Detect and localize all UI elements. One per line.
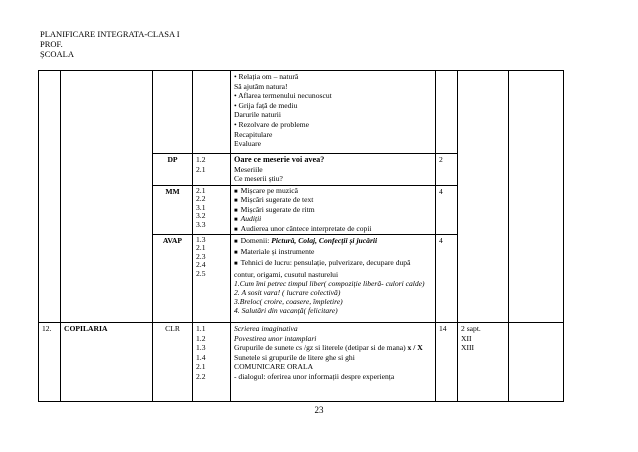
competence-code: 1.2: [196, 155, 206, 164]
artwork-item: 2. A sosit vara! ( lucrare colectivă): [234, 288, 341, 298]
square-bullet-icon: ■: [234, 189, 238, 195]
content-line: ■ Mișcare pe muzică: [234, 186, 298, 195]
content-line: - dialogul: oferirea unor informații despre experiența: [234, 372, 395, 381]
content-line: COMUNICARE ORALA: [234, 362, 314, 372]
hours-cell: 4: [436, 235, 458, 323]
square-bullet-icon: ■: [234, 198, 238, 205]
competence-code: 3.3: [196, 219, 206, 229]
table-row: [39, 323, 564, 402]
competence-code: 2.4: [196, 260, 206, 270]
content-line: Sunetele si grupurile de litere ghe si ghi: [234, 352, 355, 362]
planning-table: [38, 70, 564, 402]
artwork-item: 1.Cum îmi petrec timpul liber( compoziție liberă- culori calde): [234, 278, 425, 288]
subject-cell: AVAP: [153, 235, 193, 323]
document-header-title: PLANIFICARE INTEGRATA-CLASA I: [40, 29, 180, 39]
weeks-cell: [458, 71, 509, 323]
observations-cell: [509, 71, 564, 323]
content-line: Recapitulare: [234, 129, 273, 139]
page-number: 23: [314, 405, 324, 415]
lesson-title: Oare ce meserie voi avea?: [234, 155, 325, 164]
competence-code: 2.2: [196, 372, 206, 381]
competence-code: 1.4: [196, 352, 206, 362]
square-bullet-icon: ■: [234, 217, 238, 224]
competence-code: 2.5: [196, 268, 206, 278]
competences-cell: [193, 186, 231, 235]
subject-cell: [153, 71, 193, 154]
document-header-school: ȘCOALA: [40, 49, 75, 59]
content-line: ■ Materiale și instrumente: [234, 247, 315, 257]
content-line: • Rezolvare de probleme: [234, 119, 309, 129]
unit-cell: COPILARIA: [61, 323, 153, 402]
content-line: ■ Domenii: Pictură, Colaj, Confecții și jucării: [234, 236, 378, 246]
competence-code: 1.3: [196, 343, 206, 353]
content-line: ■ Tehnici de lucru: pensulație, pulverizare, decupare după contur, origami, cusutul nasturelui: [234, 258, 411, 279]
artwork-item: 3.Breloc( croire, coasere, împletire): [234, 297, 343, 307]
document-header-prof: PROF.: [40, 39, 63, 49]
week-number: XIII: [461, 343, 475, 353]
competences-cell: [193, 323, 231, 402]
content-cell: [231, 186, 436, 235]
content-cell: [231, 235, 436, 323]
competence-code: 2.3: [196, 251, 206, 261]
content-line: Meseriile: [234, 164, 263, 174]
square-bullet-icon: ■: [234, 239, 238, 246]
subject-cell: DP: [153, 154, 193, 186]
unit-cell: [61, 71, 153, 323]
content-line: ■ Mișcări sugerate de text: [234, 195, 314, 205]
content-line: • Aflarea termenului necunoscut: [234, 91, 332, 101]
competence-code: 1.3: [196, 235, 206, 245]
competence-code: 1.1: [196, 324, 206, 334]
content-line: Evaluare: [234, 139, 261, 149]
competences-cell: [193, 154, 231, 186]
subject-cell: CLR: [153, 323, 193, 402]
content-line: Ce meserii știu?: [234, 174, 283, 184]
observations-cell: [509, 323, 564, 402]
square-bullet-icon: ■: [234, 261, 238, 268]
weeks-count: 2 sapt.: [461, 324, 481, 334]
competence-code: 2.1: [196, 186, 206, 195]
content-cell: [231, 154, 436, 186]
row-number-cell: 12.: [39, 323, 61, 402]
content-line: Să ajutăm natura!: [234, 81, 288, 91]
content-line: ■ Mișcări sugerate de ritm: [234, 204, 315, 214]
content-line: ■ Audiții: [234, 214, 262, 224]
competence-code: 2.1: [196, 243, 206, 253]
square-bullet-icon: ■: [234, 207, 238, 214]
content-line: • Relația om – natură: [234, 72, 299, 81]
content-line: Grupurile de sunete cs /gz si literele (detipar si de mana) x / X: [234, 343, 423, 353]
competences-cell: [193, 71, 231, 154]
artwork-item: 4. Salutări din vacanță( felicitare): [234, 306, 338, 316]
square-bullet-icon: ■: [234, 250, 238, 257]
subject-cell: MM: [153, 186, 193, 235]
content-line: Povestirea unor intamplari: [234, 333, 317, 343]
competence-code: 2.2: [196, 194, 206, 204]
competence-code: 2.1: [196, 362, 206, 372]
content-line: • Grija față de mediu: [234, 100, 298, 110]
content-cell: [231, 71, 436, 154]
hours-cell: [436, 71, 458, 154]
table-row: [39, 71, 564, 154]
weeks-cell: [458, 323, 509, 402]
week-number: XII: [461, 333, 472, 343]
hours-cell: 14: [436, 323, 458, 402]
competence-code: 3.2: [196, 211, 206, 221]
hours-cell: 4: [436, 186, 458, 235]
row-number-cell: [39, 71, 61, 323]
content-line: ■ Audierea unor cântece interpretate de copii: [234, 223, 372, 233]
content-line: Scrierea imaginativa: [234, 324, 298, 334]
competence-code: 3.1: [196, 202, 206, 212]
square-bullet-icon: ■: [234, 226, 238, 233]
content-line: Darurile naturii: [234, 110, 282, 120]
hours-cell: 2: [436, 154, 458, 186]
competences-cell: [193, 235, 231, 323]
competence-code: 2.1: [196, 164, 206, 174]
content-cell: [231, 323, 436, 402]
competence-code: 1.2: [196, 333, 206, 343]
